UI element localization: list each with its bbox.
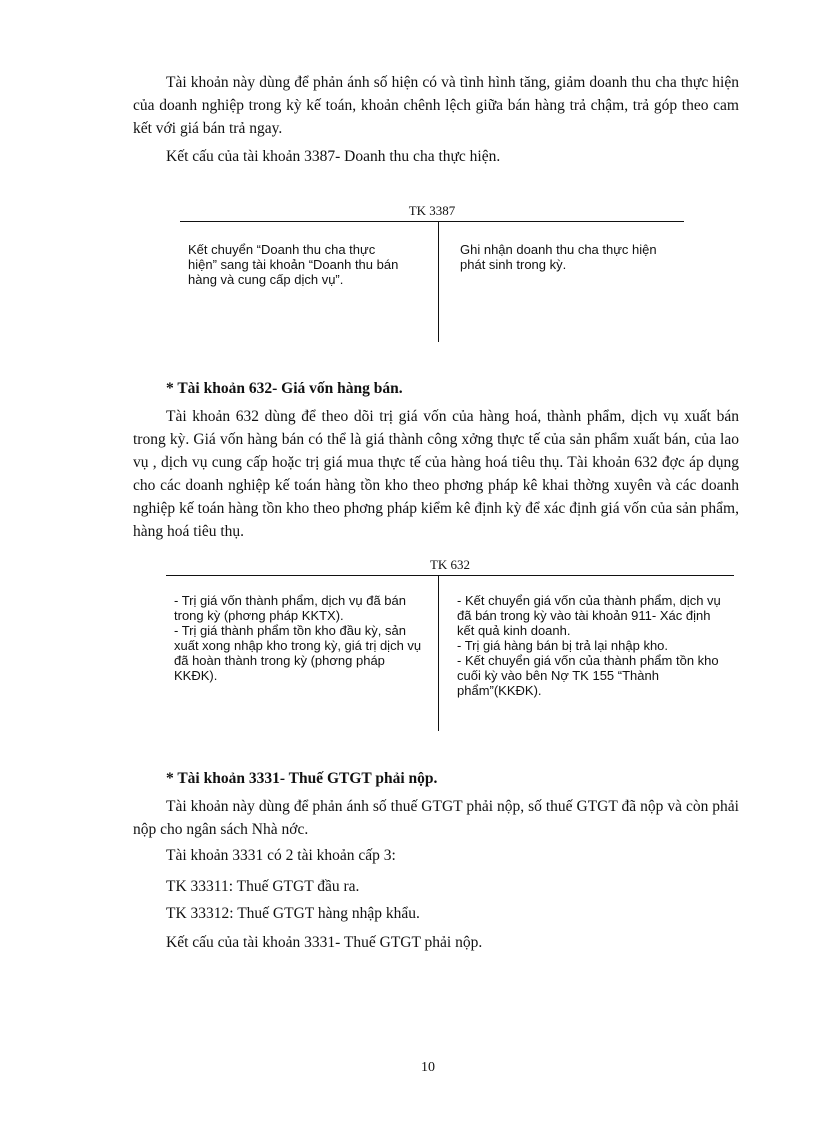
t-account-632-credit-side xyxy=(457,593,725,698)
t-account-632-credit-item: - Kết chuyển giá vốn của thành phẩm tồn kho cuối kỳ vào bên Nợ TK 155 “Thành phẩm”(KKĐK). xyxy=(457,653,719,698)
t-account-632-vertical-rule xyxy=(438,575,439,731)
t-account-3387-debit-text: Kết chuyển “Doanh thu cha thực hiện” sang tài khoản “Doanh thu bán hàng và cung cấp dịch vụ”. xyxy=(188,242,399,287)
tk3331-heading: * Tài khoản 3331- Thuế GTGT phải nộp. xyxy=(166,770,438,787)
tk3331-sub-account-33312: TK 33312: Thuế GTGT hàng nhập khẩu. xyxy=(166,905,420,922)
tk632-intro-paragraph: Tài khoản 632 dùng để theo dõi trị giá vốn của hàng hoá, thành phẩm, dịch vụ xuất bán trong kỳ. Giá vốn hàng bán có thể là giá thành công xởng thực tế của sản phẩm xuất bán, của lao vụ , dịch vụ cung cấp hoặc trị giá mua thực tế của hàng hoá tiêu thụ. Tài khoản 632 đợc áp dụng cho các doanh nghiệp kế toán hàng tồn kho theo phơng pháp kê khai thờng xuyên và các doanh nghiệp kế toán hàng tồn kho theo phơng pháp kiểm kê định kỳ để xác định giá vốn của sản phẩm, hàng hoá tiêu thụ. xyxy=(133,408,739,540)
t-account-3387-title: TK 3387 xyxy=(408,203,456,218)
tk632-heading: * Tài khoản 632- Giá vốn hàng bán. xyxy=(166,380,403,397)
t-account-632-debit-side xyxy=(174,593,429,683)
t-account-632-debit-item: - Trị giá thành phẩm tồn kho đầu kỳ, sản xuất xong nhập kho trong kỳ, giá trị dịch vụ đã hoàn thành trong kỳ (phơng pháp KKĐK). xyxy=(174,623,422,683)
tk3331-sub-accounts-label: Tài khoản 3331 có 2 tài khoản cấp 3: xyxy=(166,847,396,864)
t-account-632-credit-item: - Trị giá hàng bán bị trả lại nhập kho. xyxy=(457,638,669,653)
tk3331-intro-paragraph: Tài khoản này dùng để phản ánh số thuế GTGT phải nộp, số thuế GTGT đã nộp và còn phải nộp cho ngân sách Nhà nớc. xyxy=(133,798,739,838)
tk3387-structure-label: Kết cấu của tài khoản 3387- Doanh thu cha thực hiện. xyxy=(166,148,501,165)
t-account-632-debit-item: - Trị giá vốn thành phẩm, dịch vụ đã bán trong kỳ (phơng pháp KKTX). xyxy=(174,593,406,623)
tk3331-structure-label: Kết cấu của tài khoản 3331- Thuế GTGT phải nộp. xyxy=(166,934,483,951)
t-account-632-title: TK 632 xyxy=(429,557,471,572)
tk3331-sub-account-33311: TK 33311: Thuế GTGT đầu ra. xyxy=(166,878,360,895)
t-account-632-horizontal-rule xyxy=(166,575,734,576)
t-account-632-credit-item: - Kết chuyển giá vốn của thành phẩm, dịch vụ đã bán trong kỳ vào tài khoản 911- Xác định kết quả kinh doanh. xyxy=(457,593,721,638)
t-account-3387-horizontal-rule xyxy=(180,221,684,222)
tk3387-intro-paragraph: Tài khoản này dùng để phản ánh số hiện có và tình hình tăng, giảm doanh thu cha thực hiện của doanh nghiệp trong kỳ kế toán, khoản chênh lệch giữa bán hàng trả chậm, trả góp theo cam kết với giá bán trả ngay. xyxy=(133,74,739,137)
t-account-3387-credit-text: Ghi nhận doanh thu cha thực hiện phát sinh trong kỳ. xyxy=(460,242,657,272)
t-account-3387-vertical-rule xyxy=(438,221,439,342)
page-number: 10 xyxy=(421,1060,435,1075)
t-account-3387-credit-side xyxy=(460,242,675,272)
t-account-3387-debit-side xyxy=(188,242,400,287)
